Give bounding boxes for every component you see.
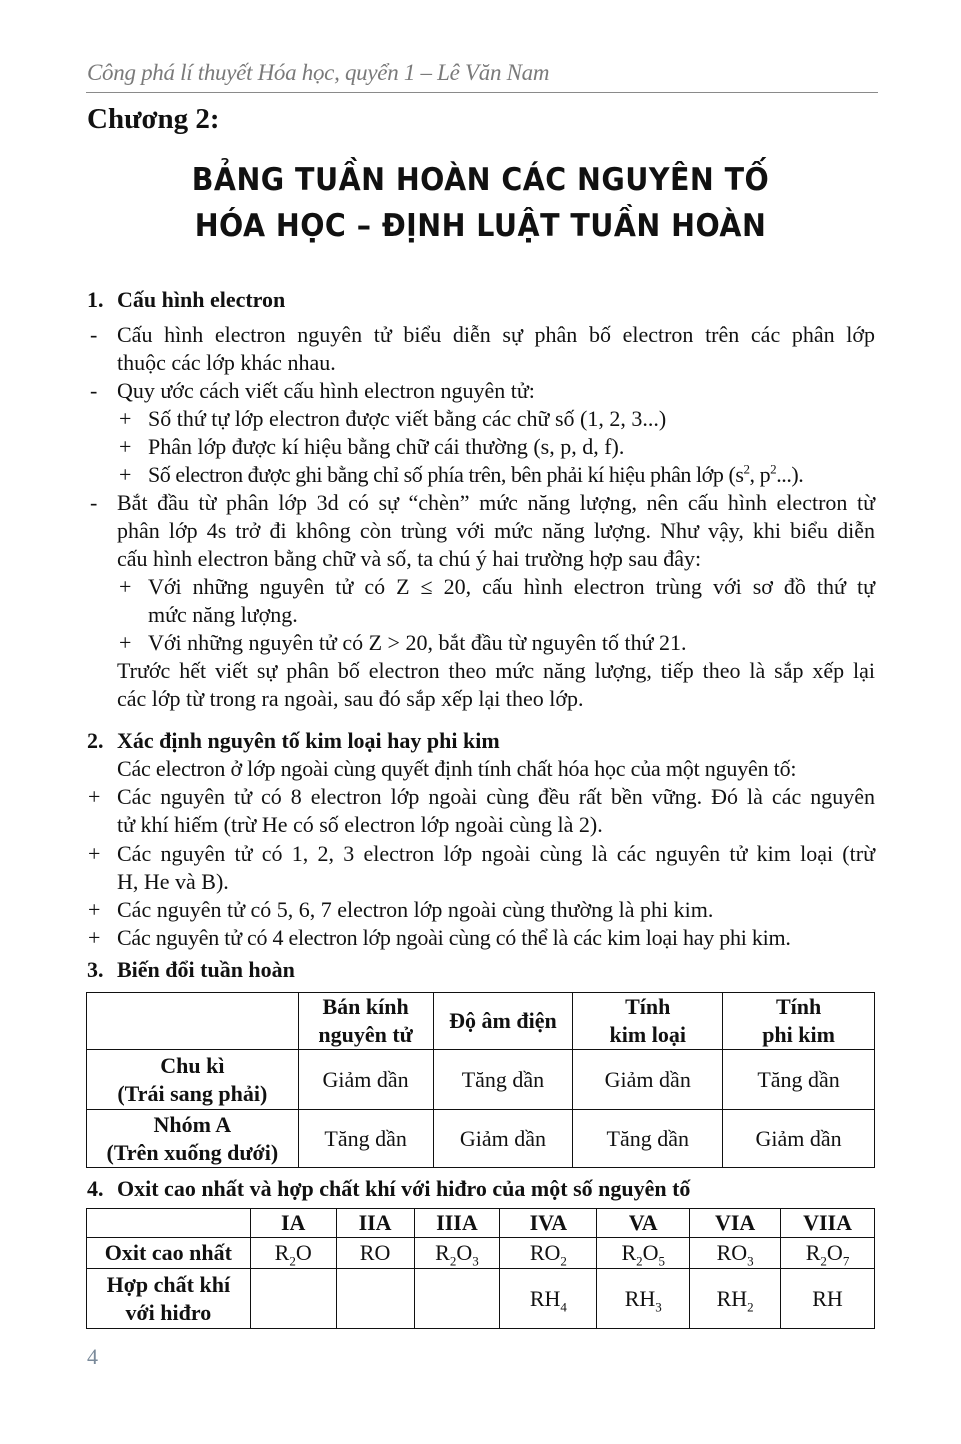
formula-text: RH [529, 1285, 561, 1311]
list-item: Phân lớp được kí hiệu bằng chữ cái thường (s, p, d, f). [148, 434, 625, 459]
header-rule [86, 92, 878, 93]
table-cell: Tăng dần [298, 1110, 433, 1168]
header-text: phi kim [762, 1022, 835, 1047]
plus-bullet: + [119, 630, 132, 655]
header-cell [298, 993, 433, 1050]
list-item: Với những nguyên tử có Z > 20, bắt đầu từ nguyên tố thứ 21. [148, 630, 687, 655]
formula-text: RO [716, 1240, 748, 1265]
table-row [87, 1050, 875, 1110]
subscript: 2 [636, 1253, 643, 1269]
row-label-text: (Trên xuống dưới) [106, 1139, 279, 1165]
row-label-cell [87, 1110, 299, 1168]
table-header-row [87, 993, 875, 1050]
hydride-formula-cell [250, 1269, 336, 1329]
table-cell: Tăng dần [433, 1050, 573, 1110]
formula-text: RH [812, 1285, 843, 1311]
section-number: 4. [87, 1176, 104, 1201]
group-header-cell: VA [597, 1209, 690, 1238]
list-item: Số thứ tự lớp electron được viết bằng các chữ số (1, 2, 3...) [148, 406, 667, 431]
formula-text: O [456, 1240, 473, 1265]
header-text: Bán kính [322, 994, 409, 1019]
section-heading: Cấu hình electron [117, 287, 286, 312]
paragraph-line: Cấu hình electron nguyên tử biểu diễn sự phân bố electron trên các phân lớp [117, 322, 875, 347]
table-row [87, 1110, 875, 1168]
formula-text: R [274, 1240, 290, 1265]
header-cell [723, 993, 875, 1050]
list-item [148, 461, 803, 489]
empty-corner-cell [87, 993, 299, 1050]
plus-bullet: + [88, 925, 101, 950]
paragraph-line: thuộc các lớp khác nhau. [117, 350, 336, 375]
table-cell: Giảm dần [298, 1050, 433, 1110]
subscript: 3 [747, 1253, 754, 1269]
dash-bullet: - [90, 322, 98, 347]
text-run: , p [749, 462, 771, 487]
paragraph-line: các lớp từ trong ra ngoài, sau đó sắp xếp lại theo lớp. [117, 686, 584, 711]
section-heading: Xác định nguyên tố kim loại hay phi kim [117, 728, 500, 753]
list-item-continuation: mức năng lượng. [148, 602, 298, 627]
list-item-continuation: H, He và B). [117, 869, 229, 894]
oxide-formula-cell [414, 1238, 500, 1269]
section-number: 3. [87, 957, 104, 982]
subscript: 3 [472, 1253, 479, 1269]
paragraph-line: Quy ước cách viết cấu hình electron nguyên tử: [117, 378, 535, 403]
header-text: nguyên tử [318, 1022, 413, 1047]
page-number: 4 [87, 1344, 98, 1369]
hydride-formula-cell [500, 1269, 597, 1329]
dash-bullet: - [90, 490, 98, 515]
plus-bullet: + [88, 897, 101, 922]
oxide-formula-cell [250, 1238, 336, 1269]
hydride-formula-cell [414, 1269, 500, 1329]
header-text: Tính [625, 994, 671, 1019]
oxide-hydride-table [86, 1208, 875, 1329]
row-label-cell [87, 1050, 299, 1110]
list-item: Các nguyên tử có 5, 6, 7 electron lớp ngoài cùng thường là phi kim. [117, 897, 714, 922]
table-cell: Giảm dần [573, 1050, 723, 1110]
superscript: 2 [743, 461, 750, 477]
oxide-formula-cell [500, 1238, 597, 1269]
paragraph-line: Trước hết viết sự phân bố electron theo mức năng lượng, tiếp theo là sắp xếp lại [117, 658, 875, 683]
oxide-formula-cell [336, 1238, 414, 1269]
hydride-row [87, 1269, 875, 1329]
plus-bullet: + [88, 841, 101, 866]
subscript: 3 [655, 1298, 662, 1314]
subscript: 2 [289, 1253, 296, 1269]
row-label-text: Chu kì [160, 1052, 225, 1078]
periodic-trends-table [86, 992, 875, 1168]
list-item: Các nguyên tử có 4 electron lớp ngoài cùng có thể là các kim loại hay phi kim. [117, 925, 791, 950]
hydride-formula-cell [336, 1269, 414, 1329]
hydride-formula-cell [690, 1269, 781, 1329]
group-header-cell: IVA [500, 1209, 597, 1238]
subscript: 2 [820, 1253, 827, 1269]
formula-text: RH [624, 1285, 656, 1311]
formula-text: R [621, 1240, 637, 1265]
plus-bullet: + [88, 784, 101, 809]
dash-bullet: - [90, 378, 98, 403]
list-item: Các nguyên tử có 1, 2, 3 electron lớp ngoài cùng là các nguyên tử kim loại (trừ [117, 841, 875, 866]
plus-bullet: + [119, 406, 132, 431]
formula-text: O [642, 1240, 659, 1265]
header-cell [573, 993, 723, 1050]
list-item: Với những nguyên tử có Z ≤ 20, cấu hình electron trùng với sơ đồ thứ tự [148, 574, 875, 599]
table-cell: Tăng dần [723, 1050, 875, 1110]
paragraph-line: cấu hình electron bằng chữ và số, ta chú ý hai trường hợp sau đây: [117, 546, 702, 571]
plus-bullet: + [119, 574, 132, 599]
plus-bullet: + [119, 462, 132, 487]
hydride-formula-cell [597, 1269, 690, 1329]
table-cell: Giảm dần [723, 1110, 875, 1168]
empty-corner-cell [87, 1209, 251, 1238]
text-run: Số electron được ghi bằng chỉ số phía trên, bên phải kí hiệu phân lớp (s [148, 462, 744, 487]
title-line-2: HÓA HỌC – ĐỊNH LUẬT TUẦN HOÀN [194, 208, 767, 244]
plus-bullet: + [119, 434, 132, 459]
title-line-1: BẢNG TUẦN HOÀN CÁC NGUYÊN TỐ [191, 162, 770, 198]
group-header-cell: VIIA [781, 1209, 875, 1238]
subscript: 2 [449, 1253, 457, 1269]
formula-text: RO [529, 1240, 561, 1265]
row-label-cell [87, 1269, 251, 1329]
section-number: 2. [87, 728, 104, 753]
running-head: Công phá lí thuyết Hóa học, quyển 1 – Lê Văn Nam [87, 60, 550, 85]
oxide-formula-cell [690, 1238, 781, 1269]
superscript: 2 [770, 461, 777, 477]
subscript: 5 [658, 1253, 666, 1269]
paragraph-line: Bắt đầu từ phân lớp 3d có sự “chèn” mức năng lượng, nên cấu hình electron từ [117, 490, 875, 515]
row-label-text: (Trái sang phải) [117, 1080, 268, 1106]
paragraph-line: phân lớp 4s trở đi không còn trùng với mức năng lượng. Như vậy, khi biểu diễn [117, 518, 875, 543]
section-number: 1. [87, 287, 104, 312]
row-label-text: với hiđro [125, 1299, 212, 1325]
table-cell: Tăng dần [573, 1110, 723, 1168]
header-cell [433, 993, 573, 1050]
section-heading: Oxit cao nhất và hợp chất khí với hiđro của một số nguyên tố [117, 1176, 691, 1201]
formula-text: R [435, 1240, 450, 1265]
formula-text: R [805, 1240, 821, 1265]
paragraph-line: Các electron ở lớp ngoài cùng quyết định tính chất hóa học của một nguyên tố: [117, 756, 797, 781]
section-heading: Biến đổi tuần hoàn [117, 957, 295, 982]
subscript: 4 [560, 1298, 567, 1314]
list-item-continuation: tử khí hiếm (trừ He có số electron lớp ngoài cùng là 2). [117, 812, 603, 837]
table-cell: Giảm dần [433, 1110, 573, 1168]
group-header-cell: IA [250, 1209, 336, 1238]
formula-text: RH [716, 1285, 748, 1311]
chapter-label: Chương 2: [87, 103, 220, 135]
row-label-cell: Oxit cao nhất [87, 1238, 251, 1269]
formula-text: O [295, 1240, 312, 1265]
header-text: kim loại [609, 1022, 686, 1047]
oxide-formula-cell [781, 1238, 875, 1269]
header-text: Độ âm điện [449, 1008, 557, 1033]
text-run: ...). [776, 462, 804, 487]
hydride-formula-cell [781, 1269, 875, 1329]
oxide-formula-cell [597, 1238, 690, 1269]
subscript: 2 [747, 1298, 754, 1314]
subscript: 2 [560, 1253, 567, 1269]
formula-text: O [826, 1240, 843, 1265]
list-item: Các nguyên tử có 8 electron lớp ngoài cùng đều rất bền vững. Đó là các nguyên [117, 784, 875, 809]
group-header-cell: VIA [690, 1209, 781, 1238]
header-text: Tính [775, 994, 822, 1019]
row-label-text: Hợp chất khí [106, 1271, 231, 1297]
group-header-cell: IIIA [414, 1209, 500, 1238]
subscript: 7 [842, 1253, 850, 1269]
group-header-cell: IIA [336, 1209, 414, 1238]
row-label-text: Nhóm A [153, 1111, 232, 1137]
group-header-row [87, 1209, 875, 1238]
oxide-row [87, 1238, 875, 1269]
formula-text: RO [359, 1240, 391, 1265]
